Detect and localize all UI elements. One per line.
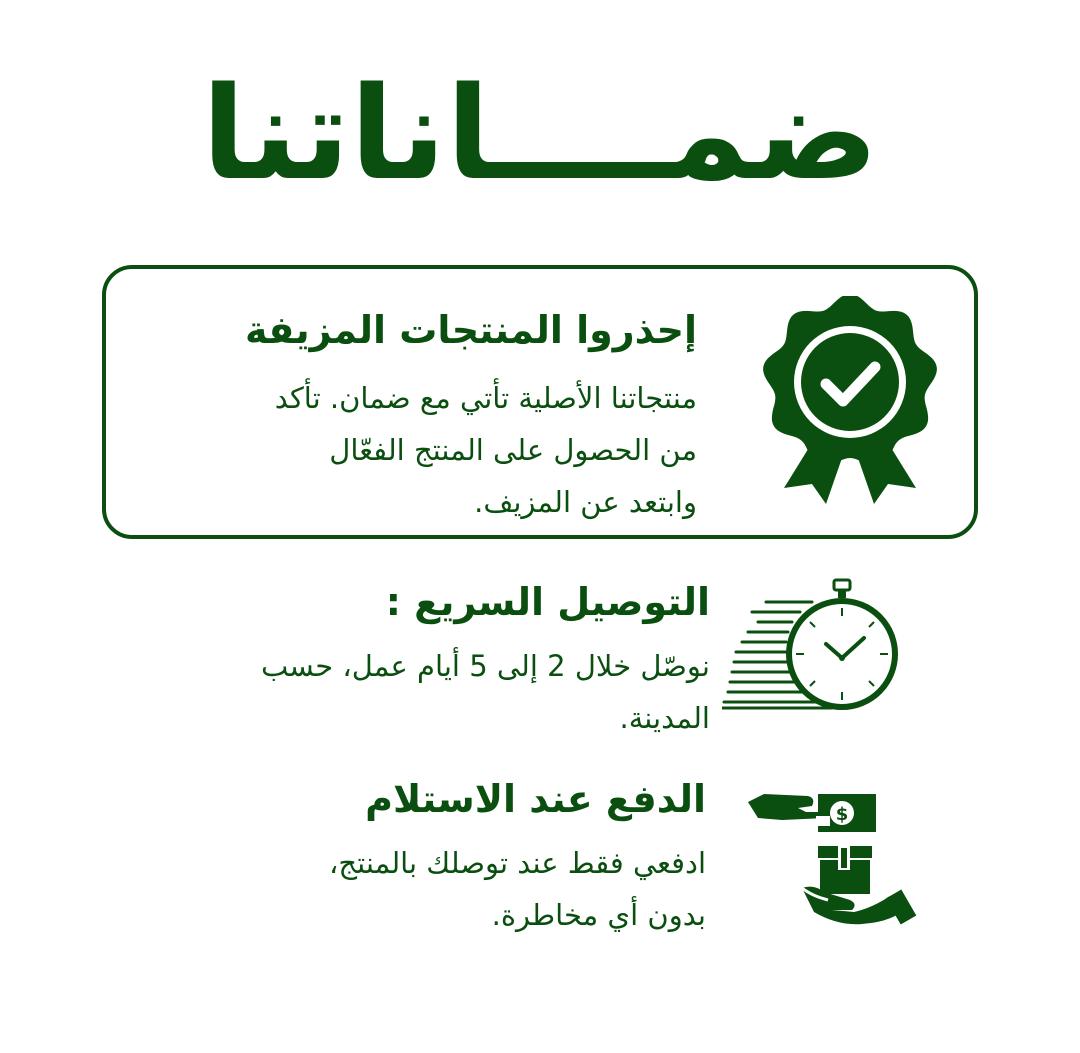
authentic-products-description bbox=[137, 372, 697, 528]
fast-delivery-heading: التوصيل السريع : bbox=[385, 580, 710, 624]
authentic-products-heading: إحذروا المنتجات المزيفة bbox=[244, 308, 697, 352]
svg-text:$: $ bbox=[835, 804, 849, 825]
cash-on-delivery-section bbox=[166, 775, 706, 941]
description-line: من الحصول على المنتج الفعّال bbox=[329, 433, 697, 467]
fast-stopwatch-icon bbox=[722, 578, 902, 714]
description-line: وابتعد عن المزيف. bbox=[474, 485, 697, 519]
description-line: منتجاتنا الأصلية تأتي مع ضمان. تأكد bbox=[274, 381, 697, 415]
cash-on-delivery-description bbox=[166, 837, 706, 941]
description-line: ادفعي فقط عند توصلك بالمنتج، bbox=[328, 846, 706, 880]
description-line: المدينة. bbox=[619, 701, 710, 735]
cash-on-delivery-icon bbox=[742, 788, 918, 928]
cash-on-delivery-heading: الدفع عند الاستلام bbox=[365, 777, 706, 821]
authentic-products-section bbox=[137, 306, 697, 528]
fast-delivery-section bbox=[170, 578, 710, 744]
description-line: بدون أي مخاطرة. bbox=[491, 898, 706, 932]
fast-delivery-description bbox=[170, 640, 710, 744]
award-badge-checkmark-icon bbox=[762, 296, 938, 506]
page-title: ضمــــاناتنا bbox=[201, 60, 879, 209]
description-line: نوصّل خلال 2 إلى 5 أيام عمل، حسب bbox=[260, 649, 710, 683]
